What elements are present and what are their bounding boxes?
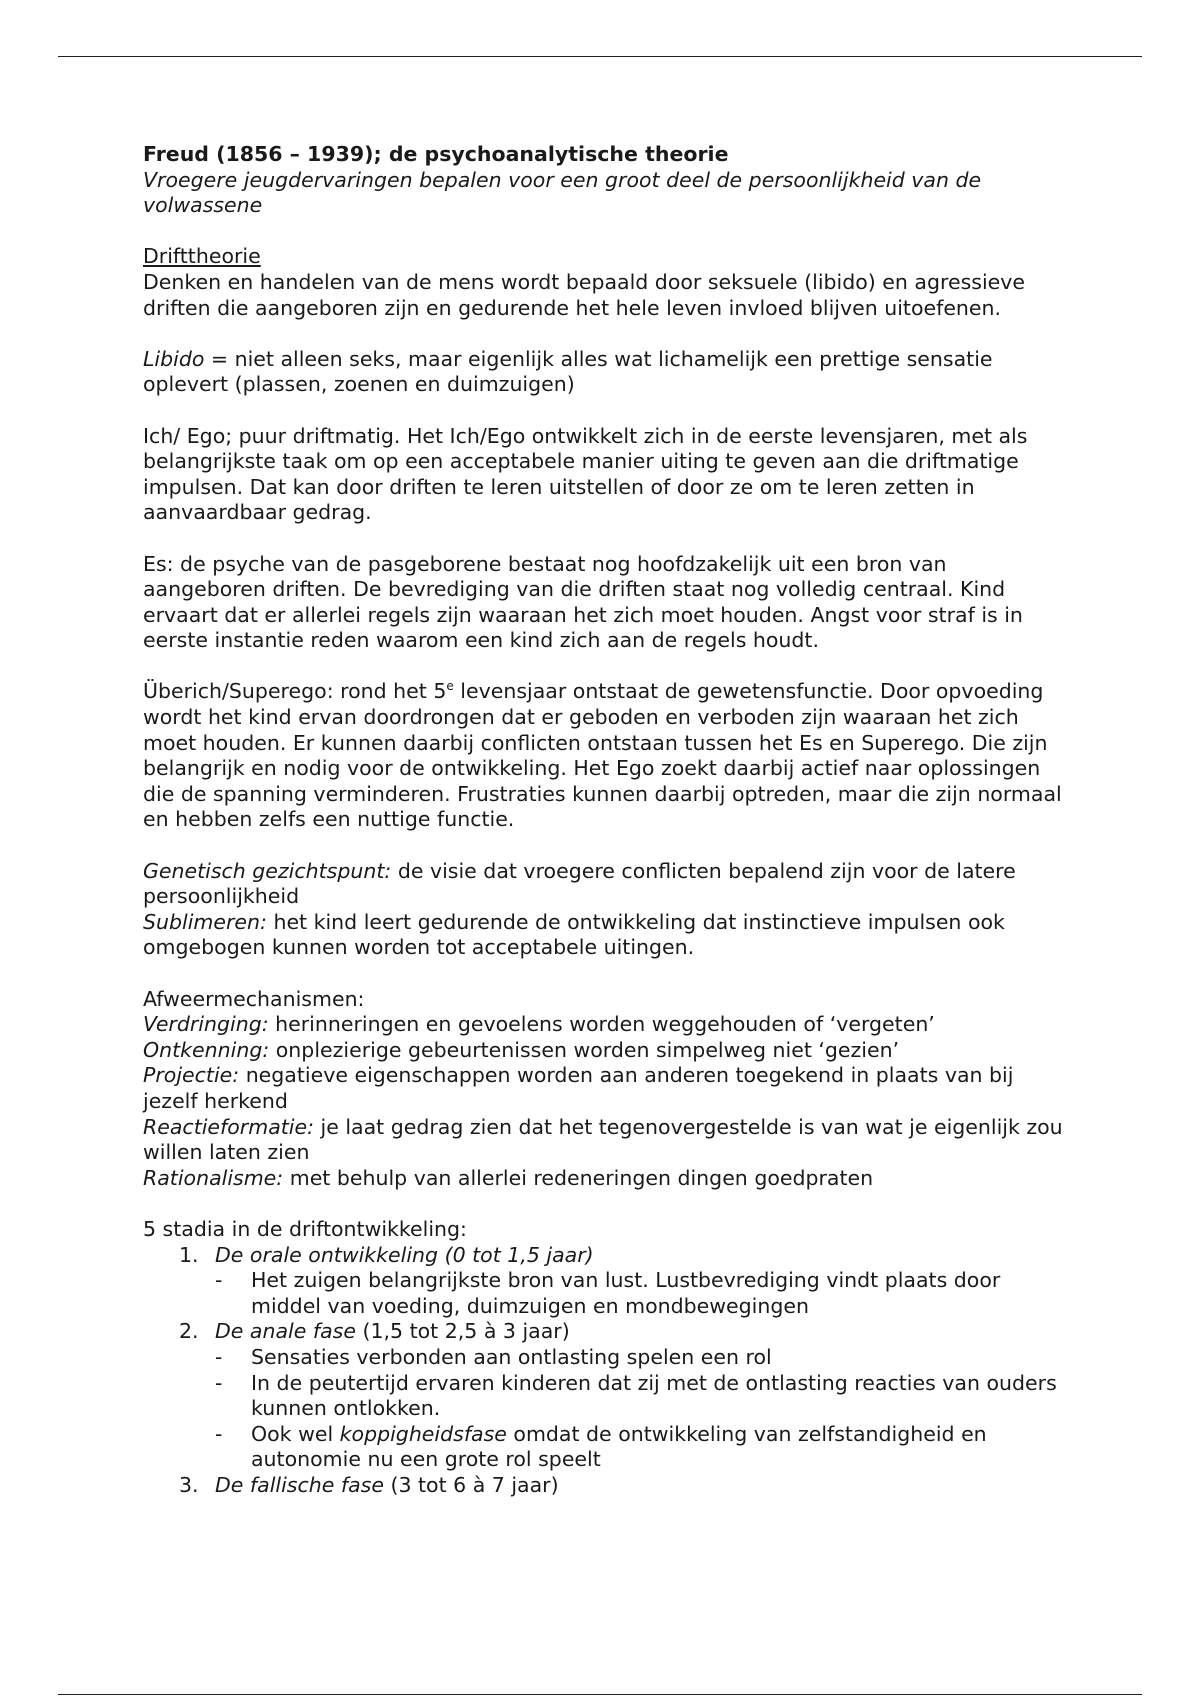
superego-sup: e	[446, 679, 454, 694]
document-body	[143, 142, 1063, 1498]
dash-marker: -	[215, 1344, 223, 1369]
afweer-term: Ontkenning:	[143, 1037, 270, 1062]
bullet-text: In de peutertijd ervaren kinderen dat zij met de ontlasting reacties van ouders kunnen ontlokken.	[251, 1370, 1057, 1421]
bullet-italic: koppigheidsfase	[339, 1421, 507, 1446]
stadium-number: 3.	[179, 1472, 199, 1497]
header-rule	[58, 56, 1142, 57]
bullet-post: omdat de ontwikkeling van zelfstandigheid en autonomie nu een grote rol speelt	[251, 1421, 987, 1472]
stadium-item	[143, 1243, 1063, 1320]
stadium-item	[143, 1319, 1063, 1473]
superego-after: levensjaar ontstaat de gewetensfunctie. Door opvoeding wordt het kind ervan doordrongen dat er geboden en verboden zijn waaraan het zich moet houden. Er kunnen daarbij conflicten ontstaan tussen het Es en Superego. Die zijn belangrijk en nodig voor de ontwikkeling. Het Ego zoekt daarbij actief naar oplossingen die de spanning verminderen. Frustraties kunnen daarbij optreden, maar die zijn normaal en hebben zelfs een nuttige functie.	[143, 679, 1062, 832]
afweer-text: met behulp van allerlei redeneringen dingen goedpraten	[283, 1165, 874, 1190]
libido-text: = niet alleen seks, maar eigenlijk alles wat lichamelijk een prettige sensatie oplevert (plassen, zoenen en duimzuigen)	[143, 346, 993, 397]
stadia-heading: 5 stadia in de driftontwikkeling:	[143, 1216, 467, 1241]
bullet-text: Sensaties verbonden aan ontlasting spelen een rol	[251, 1344, 772, 1369]
bullet-item	[143, 1422, 1063, 1473]
afweer-term: Projectie:	[143, 1063, 240, 1088]
stadium-bullets	[215, 1268, 1063, 1319]
bullet-item	[143, 1371, 1063, 1422]
stadium-number: 1.	[179, 1242, 199, 1267]
dash-marker: -	[215, 1421, 223, 1446]
bullet-text: Het zuigen belangrijkste bron van lust. Lustbevrediging vindt plaats door middel van voeding, duimzuigen en mondbewegingen	[251, 1268, 1001, 1318]
afweer-term: Rationalisme:	[143, 1165, 284, 1190]
bullet-item	[143, 1268, 1063, 1319]
document-title: Freud (1856 – 1939); de psychoanalytische theorie	[143, 142, 729, 166]
stadium-label-italic: De anale fase	[215, 1319, 356, 1344]
dash-marker: -	[215, 1268, 223, 1293]
genetisch-term: Genetisch gezichtspunt:	[143, 858, 392, 883]
ego-paragraph: Ich/ Ego; puur driftmatig. Het Ich/Ego ontwikkelt zich in de eerste levensjaren, met als belangrijkste taak om op een acceptabele manier uiting te geven aan die driftmatige impulsen. Dat kan door driften te leren uitstellen of door ze om te leren zetten in aanvaardbaar gedrag.	[143, 423, 1028, 525]
drifttheorie-heading: Drifttheorie	[143, 244, 261, 269]
genetisch-paragraph	[143, 859, 1063, 910]
afweer-item	[143, 1012, 1063, 1038]
bullet-item	[143, 1345, 1063, 1371]
libido-paragraph	[143, 347, 1063, 398]
sublimeren-paragraph	[143, 910, 1063, 961]
document-subtitle: Vroegere jeugdervaringen bepalen voor een groot deel de persoonlijkheid van de volwassene	[143, 167, 982, 218]
stadium-item	[143, 1473, 1063, 1499]
dash-marker: -	[215, 1370, 223, 1395]
superego-before: Überich/Superego: rond het 5	[143, 679, 447, 704]
es-paragraph: Es: de psyche van de pasgeborene bestaat nog hoofdzakelijk uit een bron van aangeboren driften. De bevrediging van die driften staat nog volledig centraal. Kind ervaart dat er allerlei regels zijn waaraan het zich moet houden. Angst voor straf is in eerste instantie reden waarom een kind zich aan de regels houdt.	[143, 551, 1023, 653]
afweer-text: negatieve eigenschappen worden aan anderen toegekend in plaats van bij jezelf herkend	[143, 1063, 1014, 1113]
sublimeren-text: het kind leert gedurende de ontwikkeling dat instinctieve impulsen ook omgebogen kunnen worden tot acceptabele uitingen.	[143, 909, 1005, 960]
footer-rule	[58, 1694, 1142, 1695]
afweer-text: herinneringen en gevoelens worden weggehouden of ‘vergeten’	[268, 1012, 935, 1037]
stadium-label-italic: De fallische fase	[215, 1472, 384, 1497]
afweer-term: Reactieformatie:	[143, 1114, 315, 1139]
stadium-label: De orale ontwikkeling (0 tot 1,5 jaar)	[215, 1242, 594, 1267]
afweer-item	[143, 1166, 1063, 1192]
afweer-text: onplezierige gebeurtenissen worden simpelweg niet ‘gezien’	[269, 1037, 900, 1062]
stadium-label-rest: (3 tot 6 à 7 jaar)	[383, 1472, 559, 1497]
sublimeren-term: Sublimeren:	[143, 909, 267, 934]
superego-paragraph	[143, 679, 1063, 833]
stadia-list	[143, 1243, 1063, 1499]
bullet-pre: Ook wel	[251, 1421, 340, 1446]
libido-term: Libido	[143, 346, 205, 371]
afweer-item	[143, 1115, 1063, 1166]
afweer-text: je laat gedrag zien dat het tegenovergestelde is van wat je eigenlijk zou willen laten zien	[143, 1114, 1063, 1165]
genetisch-text: de visie dat vroegere conflicten bepalend zijn voor de latere persoonlijkheid	[143, 858, 1016, 909]
afweer-heading: Afweermechanismen:	[143, 986, 365, 1011]
drifttheorie-text: Denken en handelen van de mens wordt bepaald door seksuele (libido) en agressieve driften die aangeboren zijn en gedurende het hele leven invloed blijven uitoefenen.	[143, 269, 1025, 320]
stadium-bullets	[215, 1345, 1063, 1473]
stadium-label-rest: (1,5 tot 2,5 à 3 jaar)	[355, 1319, 570, 1344]
afweer-item	[143, 1063, 1063, 1114]
afweer-term: Verdringing:	[143, 1012, 269, 1037]
afweer-item	[143, 1038, 1063, 1064]
stadium-number: 2.	[179, 1319, 199, 1344]
